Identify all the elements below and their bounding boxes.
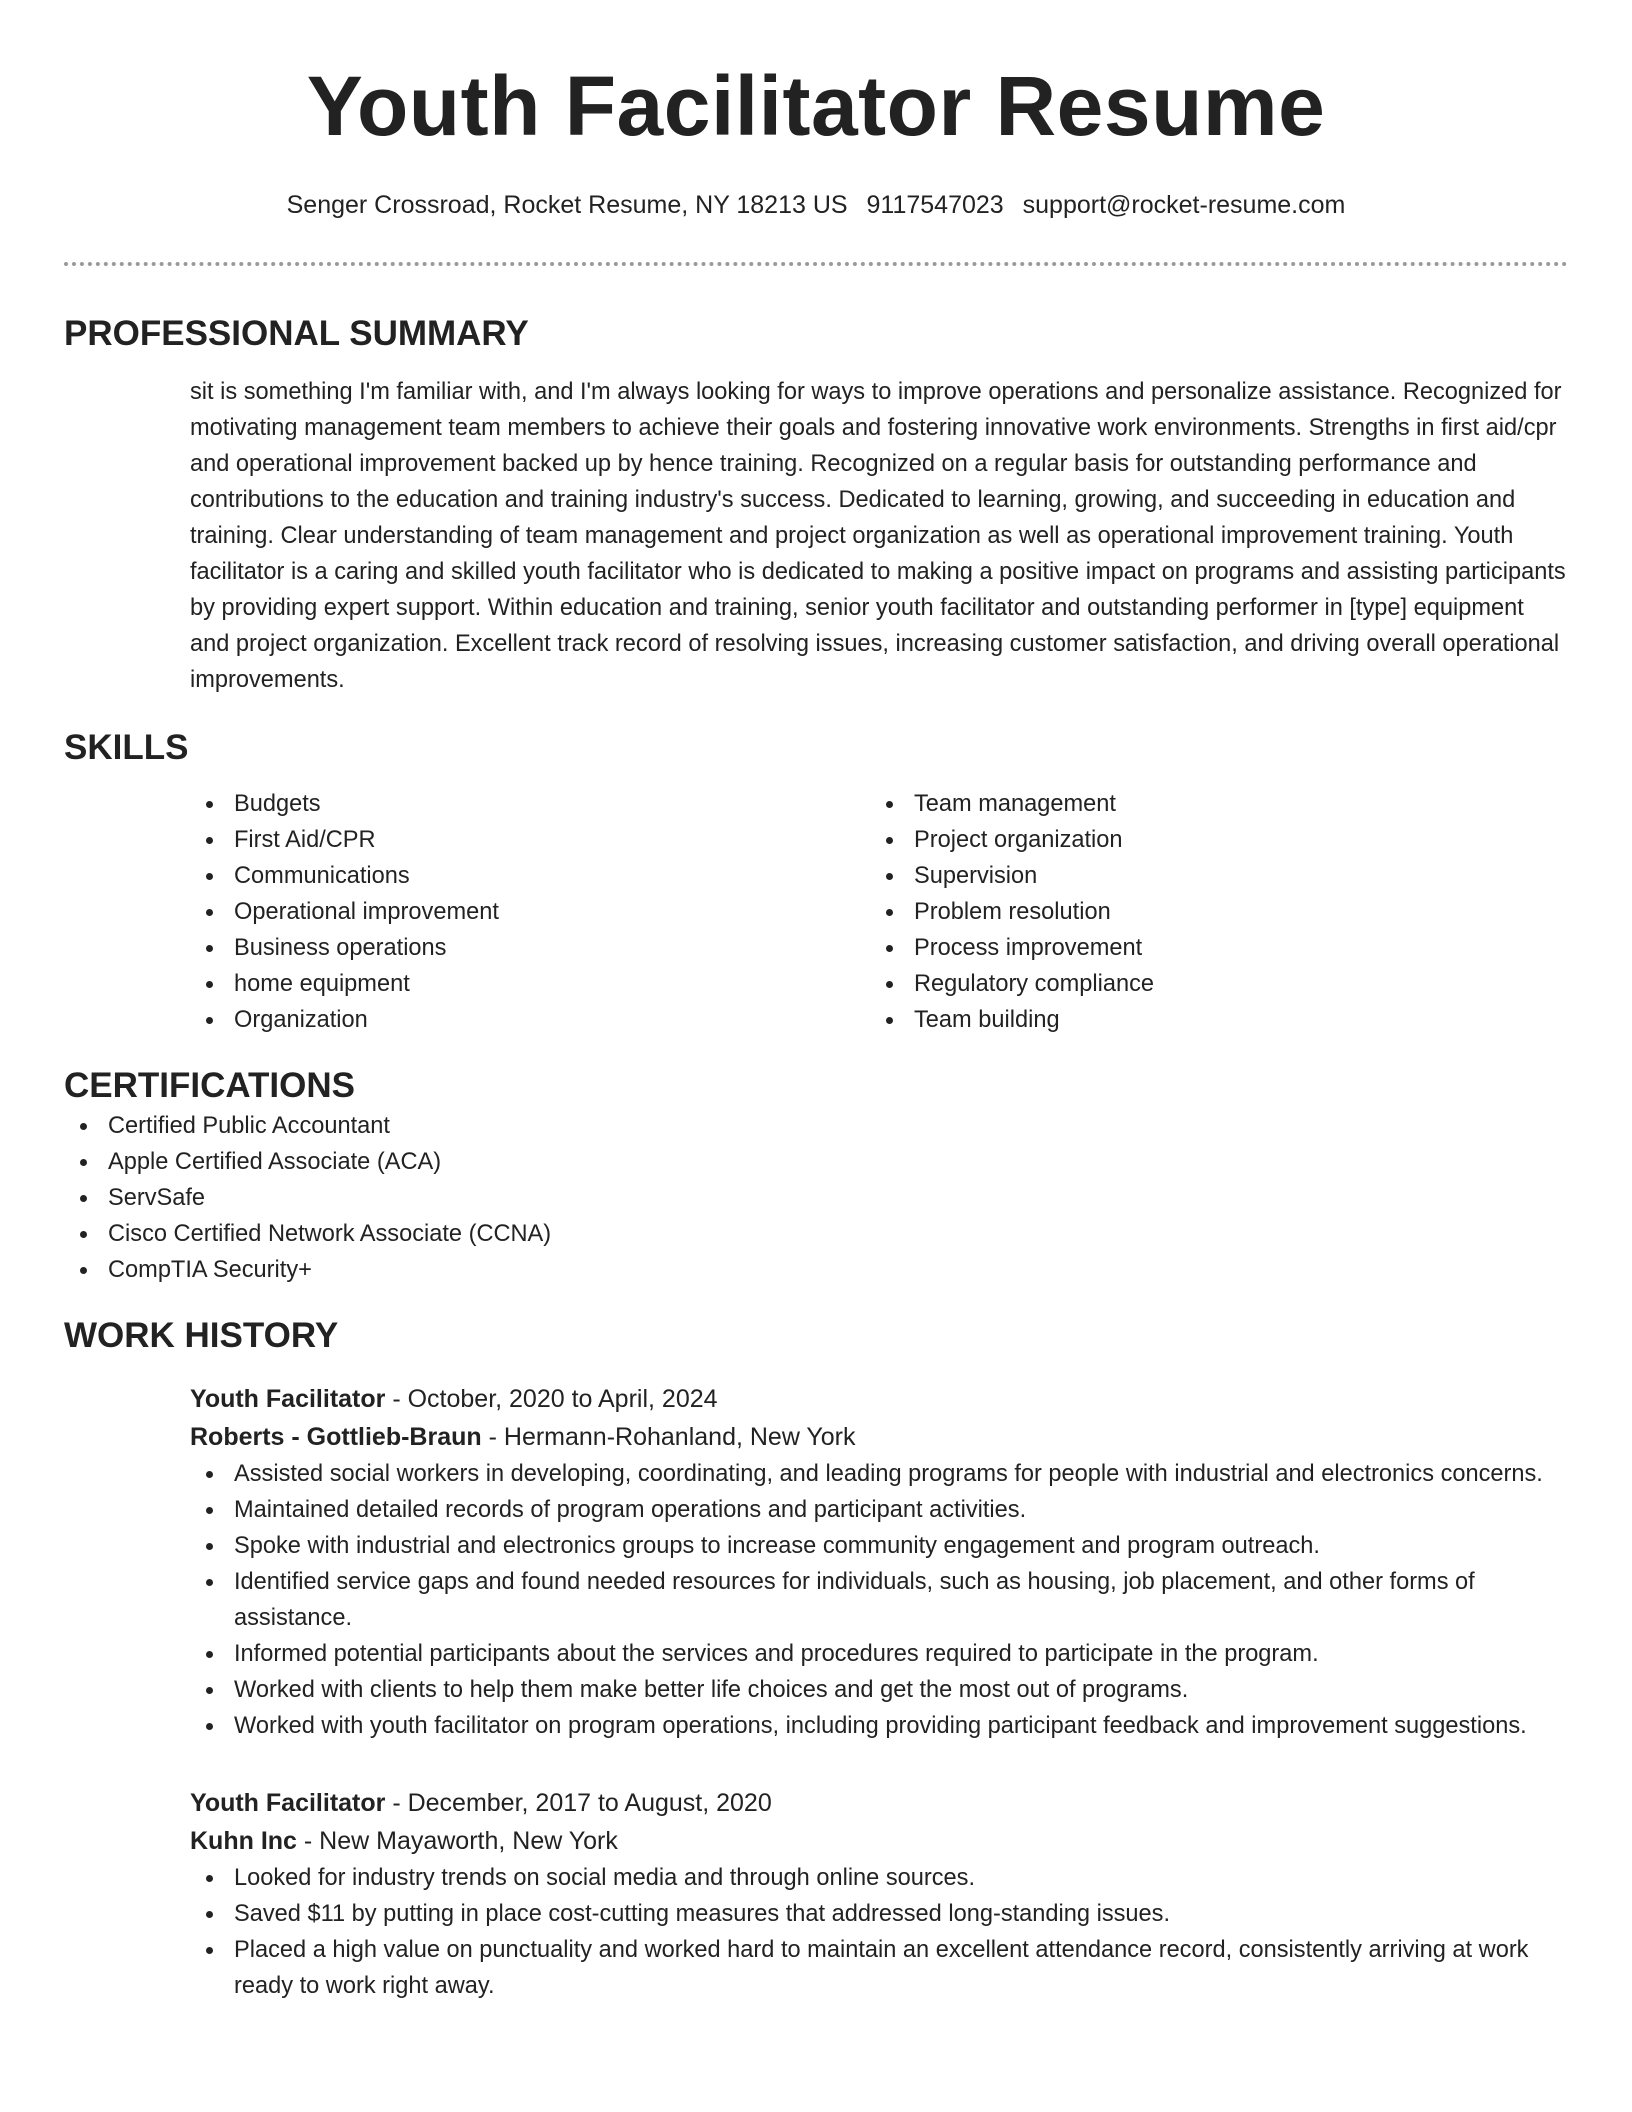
certification-item: Certified Public Accountant: [64, 1108, 1568, 1144]
job-duty-item: Assisted social workers in developing, coordinating, and leading programs for people with industrial and electronics concerns.: [190, 1456, 1568, 1492]
certification-item: Apple Certified Associate (ACA): [64, 1144, 1568, 1180]
summary-heading: PROFESSIONAL SUMMARY: [64, 314, 529, 353]
skill-item: First Aid/CPR: [190, 822, 870, 858]
skill-item: Organization: [190, 1002, 870, 1038]
certification-item: ServSafe: [64, 1180, 1568, 1216]
skill-item: Communications: [190, 858, 870, 894]
resume-title: Youth Facilitator Resume: [306, 59, 1326, 153]
job-entry: [190, 1380, 1568, 1744]
job-duties-list: [190, 1860, 1568, 2004]
summary-text: sit is something I'm familiar with, and I'm always looking for ways to improve operations and personalize assistance. Recognized for motivating management team members to achieve their goals and fostering innovative work environments. Strengths in first aid/cpr and operational improvement backed up by hence training. Recognized on a regular basis for outstanding performance and contributions to the education and training industry's success. Dedicated to learning, growing, and succeeding in education and training. Clear understanding of team management and project organization as well as operational improvement training. Youth facilitator is a caring and skilled youth facilitator who is dedicated to making a positive impact on programs and assisting participants by providing expert support. Within education and training, senior youth facilitator and outstanding performer in [type] equipment and project organization. Excellent track record of resolving issues, increasing customer satisfaction, and driving overall operational improvements.: [190, 379, 1566, 693]
job-duty-item: Informed potential participants about the services and procedures required to participate in the program.: [190, 1636, 1568, 1672]
skills-heading: SKILLS: [64, 728, 189, 767]
job-company-line: [190, 1822, 1568, 1860]
certifications-list: [64, 1108, 1568, 1288]
job-location: - Hermann-Rohanland, New York: [481, 1423, 856, 1451]
skills-column-right: [870, 786, 1550, 1038]
skills-list: [190, 786, 1568, 1038]
skill-item: Problem resolution: [870, 894, 1550, 930]
skill-item: Regulatory compliance: [870, 966, 1550, 1002]
skill-item: Business operations: [190, 930, 870, 966]
job-duty-item: Worked with clients to help them make better life choices and get the most out of programs.: [190, 1672, 1568, 1708]
job-dates: - December, 2017 to August, 2020: [385, 1789, 772, 1817]
job-duty-item: Worked with youth facilitator on program operations, including providing participant feedback and improvement suggestions.: [190, 1708, 1568, 1744]
contact-address: Senger Crossroad, Rocket Resume, NY 18213 US: [286, 191, 848, 219]
skill-item: home equipment: [190, 966, 870, 1002]
skill-item: Operational improvement: [190, 894, 870, 930]
job-title-line: [190, 1784, 1568, 1822]
job-entry: [190, 1784, 1568, 2004]
job-title-line: [190, 1380, 1568, 1418]
job-duty-item: Looked for industry trends on social media and through online sources.: [190, 1860, 1568, 1896]
job-company: Roberts - Gottlieb-Braun: [190, 1423, 482, 1451]
skill-item: Process improvement: [870, 930, 1550, 966]
job-duty-item: Maintained detailed records of program operations and participant activities.: [190, 1492, 1568, 1528]
header-divider: [64, 262, 1568, 266]
contact-phone: 9117547023: [866, 191, 1004, 219]
contact-email[interactable]: support@rocket-resume.com: [1022, 191, 1346, 219]
skill-item: Project organization: [870, 822, 1550, 858]
certifications-heading: CERTIFICATIONS: [64, 1066, 356, 1105]
job-dates: - October, 2020 to April, 2024: [385, 1385, 718, 1413]
job-duty-item: Placed a high value on punctuality and worked hard to maintain an excellent attendance record, consistently arriving at work ready to work right away.: [190, 1932, 1568, 2004]
certification-item: Cisco Certified Network Associate (CCNA): [64, 1216, 1568, 1252]
job-location: - New Mayaworth, New York: [296, 1827, 618, 1855]
work-history-heading: WORK HISTORY: [64, 1316, 339, 1355]
job-duties-list: [190, 1456, 1568, 1744]
job-company-line: [190, 1418, 1568, 1456]
skill-item: Supervision: [870, 858, 1550, 894]
skill-item: Budgets: [190, 786, 870, 822]
job-duty-item: Saved $11 by putting in place cost-cutting measures that addressed long-standing issues.: [190, 1896, 1568, 1932]
resume-page: [64, 0, 1568, 2004]
job-duty-item: Identified service gaps and found needed resources for individuals, such as housing, job placement, and other forms of assistance.: [190, 1564, 1568, 1636]
job-title: Youth Facilitator: [190, 1789, 386, 1817]
certification-item: CompTIA Security+: [64, 1252, 1568, 1288]
job-title: Youth Facilitator: [190, 1385, 386, 1413]
skills-column-left: [190, 786, 870, 1038]
skill-item: Team management: [870, 786, 1550, 822]
contact-line: [64, 190, 1568, 220]
job-duty-item: Spoke with industrial and electronics groups to increase community engagement and program outreach.: [190, 1528, 1568, 1564]
job-company: Kuhn Inc: [190, 1827, 297, 1855]
skill-item: Team building: [870, 1002, 1550, 1038]
